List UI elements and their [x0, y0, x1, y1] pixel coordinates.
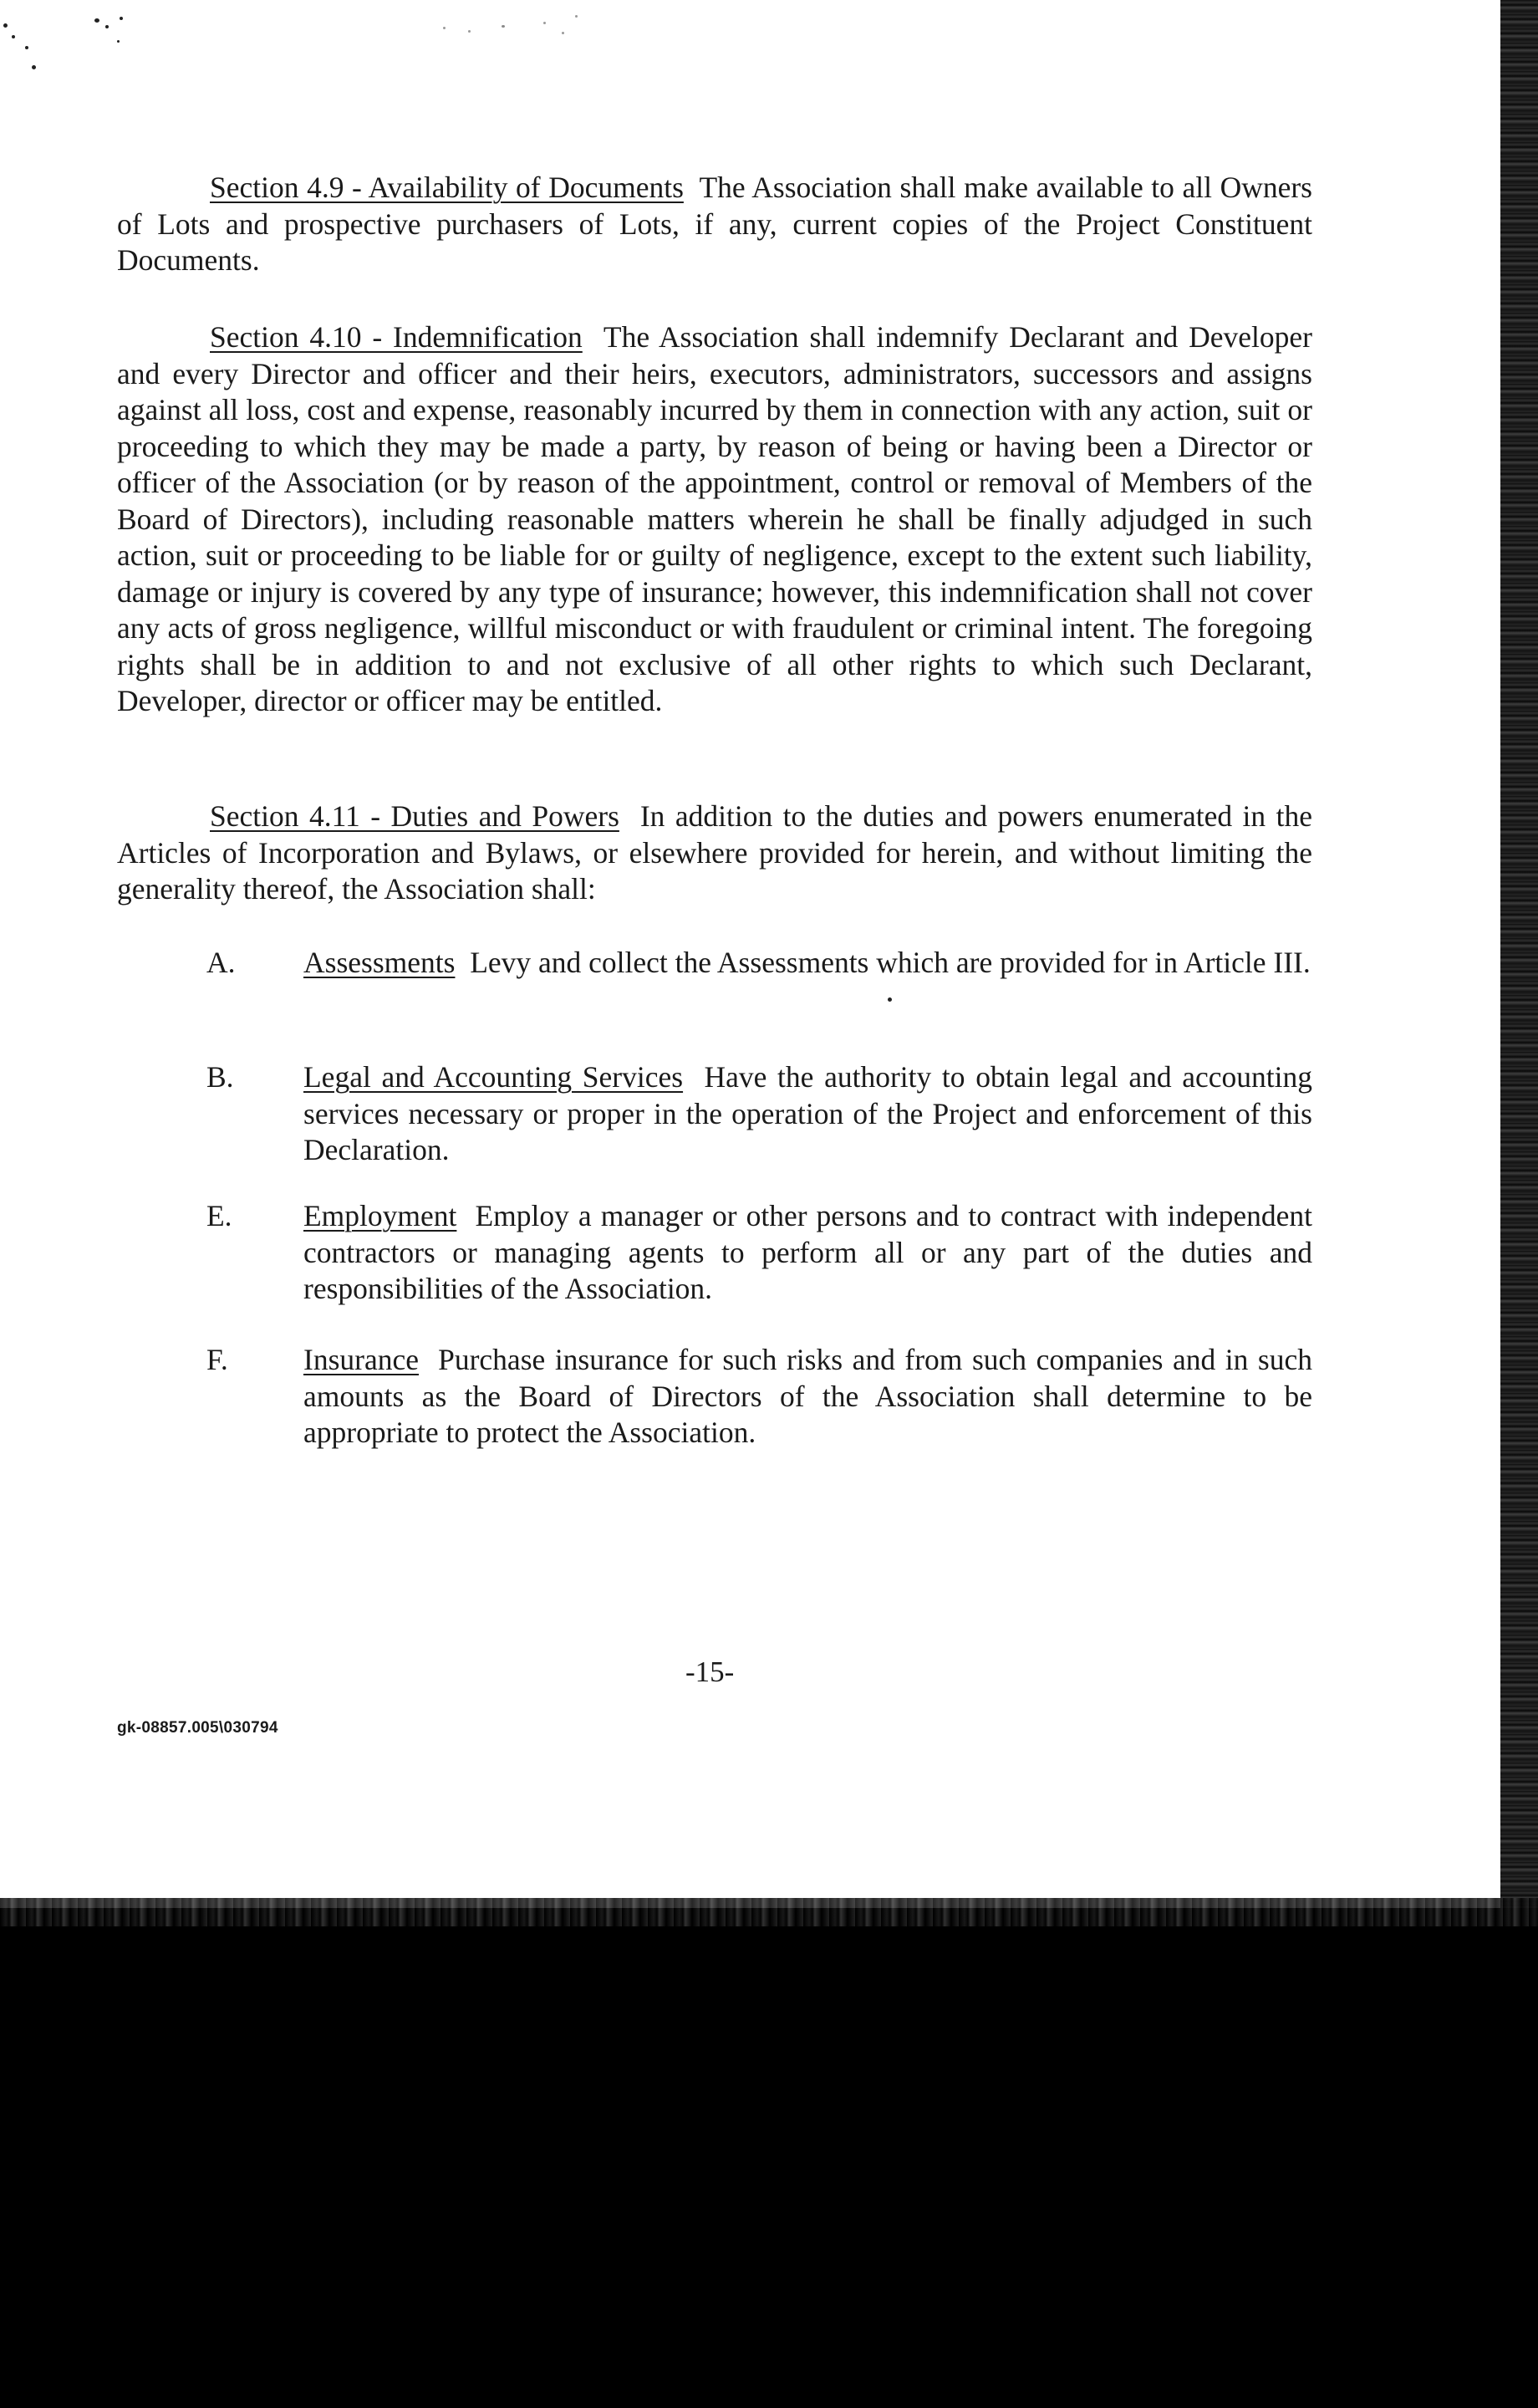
item-body: [303, 1198, 1312, 1308]
document-code: gk-08857.005\030794: [117, 1719, 278, 1737]
item-heading: Legal and Accounting Services: [303, 1060, 684, 1094]
item-body: [303, 1342, 1312, 1451]
item-text: Employ a manager or other persons and to contract with independent contractors or managing agents to perform all or any part of the duties and responsibilities of the Association.: [303, 1199, 1313, 1305]
section-text: The Association shall indemnify Declarant and Developer and every Director and officer and their heirs, executors, administrators, successors and assigns against all loss, cost and expense, reasonably incurred by them in connection with any action, suit or proceeding to which they may be made a party, by reason of being or having been a Director or officer of the Association (or by reason of the appointment, control or removal of Members of the Board of Directors), including reasonable matters wherein he shall be finally adjudged in such action, suit or proceeding to be liable for or guilty of negligence, except to the extent such liability, damage or injury is covered by any type of insurance; however, this indemnification shall not cover any acts of gross negligence, willful misconduct or with fraudulent or criminal intent. The foregoing rights shall be in addition to and not exclusive of all other rights to which such Declarant, Developer, director or officer may be entitled.: [117, 320, 1312, 717]
scan-speck: [117, 40, 120, 43]
scan-speck: [32, 65, 36, 69]
item-heading: Insurance: [303, 1343, 419, 1376]
scan-speck: [94, 18, 99, 23]
scan-bottom-noise: [0, 1898, 1538, 1926]
scan-speck: [3, 23, 8, 28]
section-4-10: [117, 319, 1312, 720]
scan-speck: [575, 15, 578, 18]
item-heading: Assessments: [303, 946, 456, 979]
item-text: Have the authority to obtain legal and accounting services necessary or proper in the operation of the Project and enforcement of this Declaration.: [303, 1060, 1313, 1166]
item-letter: E.: [206, 1199, 232, 1232]
section-4-9: [117, 170, 1312, 279]
section-heading: Section 4.11 - Duties and Powers: [210, 799, 619, 833]
item-text: Purchase insurance for such risks and from such companies and in such amounts as the Board of Directors of the Association shall determine to be appropriate to protect the Association.: [303, 1343, 1313, 1449]
scan-speck: [543, 22, 546, 24]
scan-speck: [888, 997, 892, 1002]
item-heading: Employment: [303, 1199, 457, 1232]
item-letter: F.: [206, 1343, 228, 1376]
section-4-11: [117, 798, 1312, 908]
scan-speck: [562, 32, 564, 34]
scan-speck: [502, 25, 505, 28]
section-text: In addition to the duties and powers enumerated in the Articles of Incorporation and Bylaws, or elsewhere provided for herein, and without limiting the generality thereof, the Association shall:: [117, 799, 1313, 906]
page-number: -15-: [685, 1656, 735, 1688]
item-body: [303, 1059, 1312, 1169]
item-body: [303, 945, 1312, 982]
scan-speck: [468, 30, 471, 33]
scan-speck: [105, 25, 109, 28]
item-letter: B.: [206, 1060, 234, 1094]
section-text: The Association shall make available to all Owners of Lots and prospective purchasers of Lots, if any, current copies of the Project Constituent Documents.: [117, 171, 1312, 277]
scan-speck: [12, 35, 15, 38]
scan-speck: [120, 17, 123, 20]
section-heading: Section 4.9 - Availability of Documents: [210, 171, 684, 204]
item-letter: A.: [206, 946, 236, 979]
scan-speck: [443, 27, 446, 29]
section-heading: Section 4.10 - Indemnification: [210, 320, 583, 354]
scan-edge-noise: [1500, 0, 1538, 1908]
scan-speck: [25, 46, 28, 49]
item-text: Levy and collect the Assessments which are provided for in Article III.: [470, 946, 1311, 979]
